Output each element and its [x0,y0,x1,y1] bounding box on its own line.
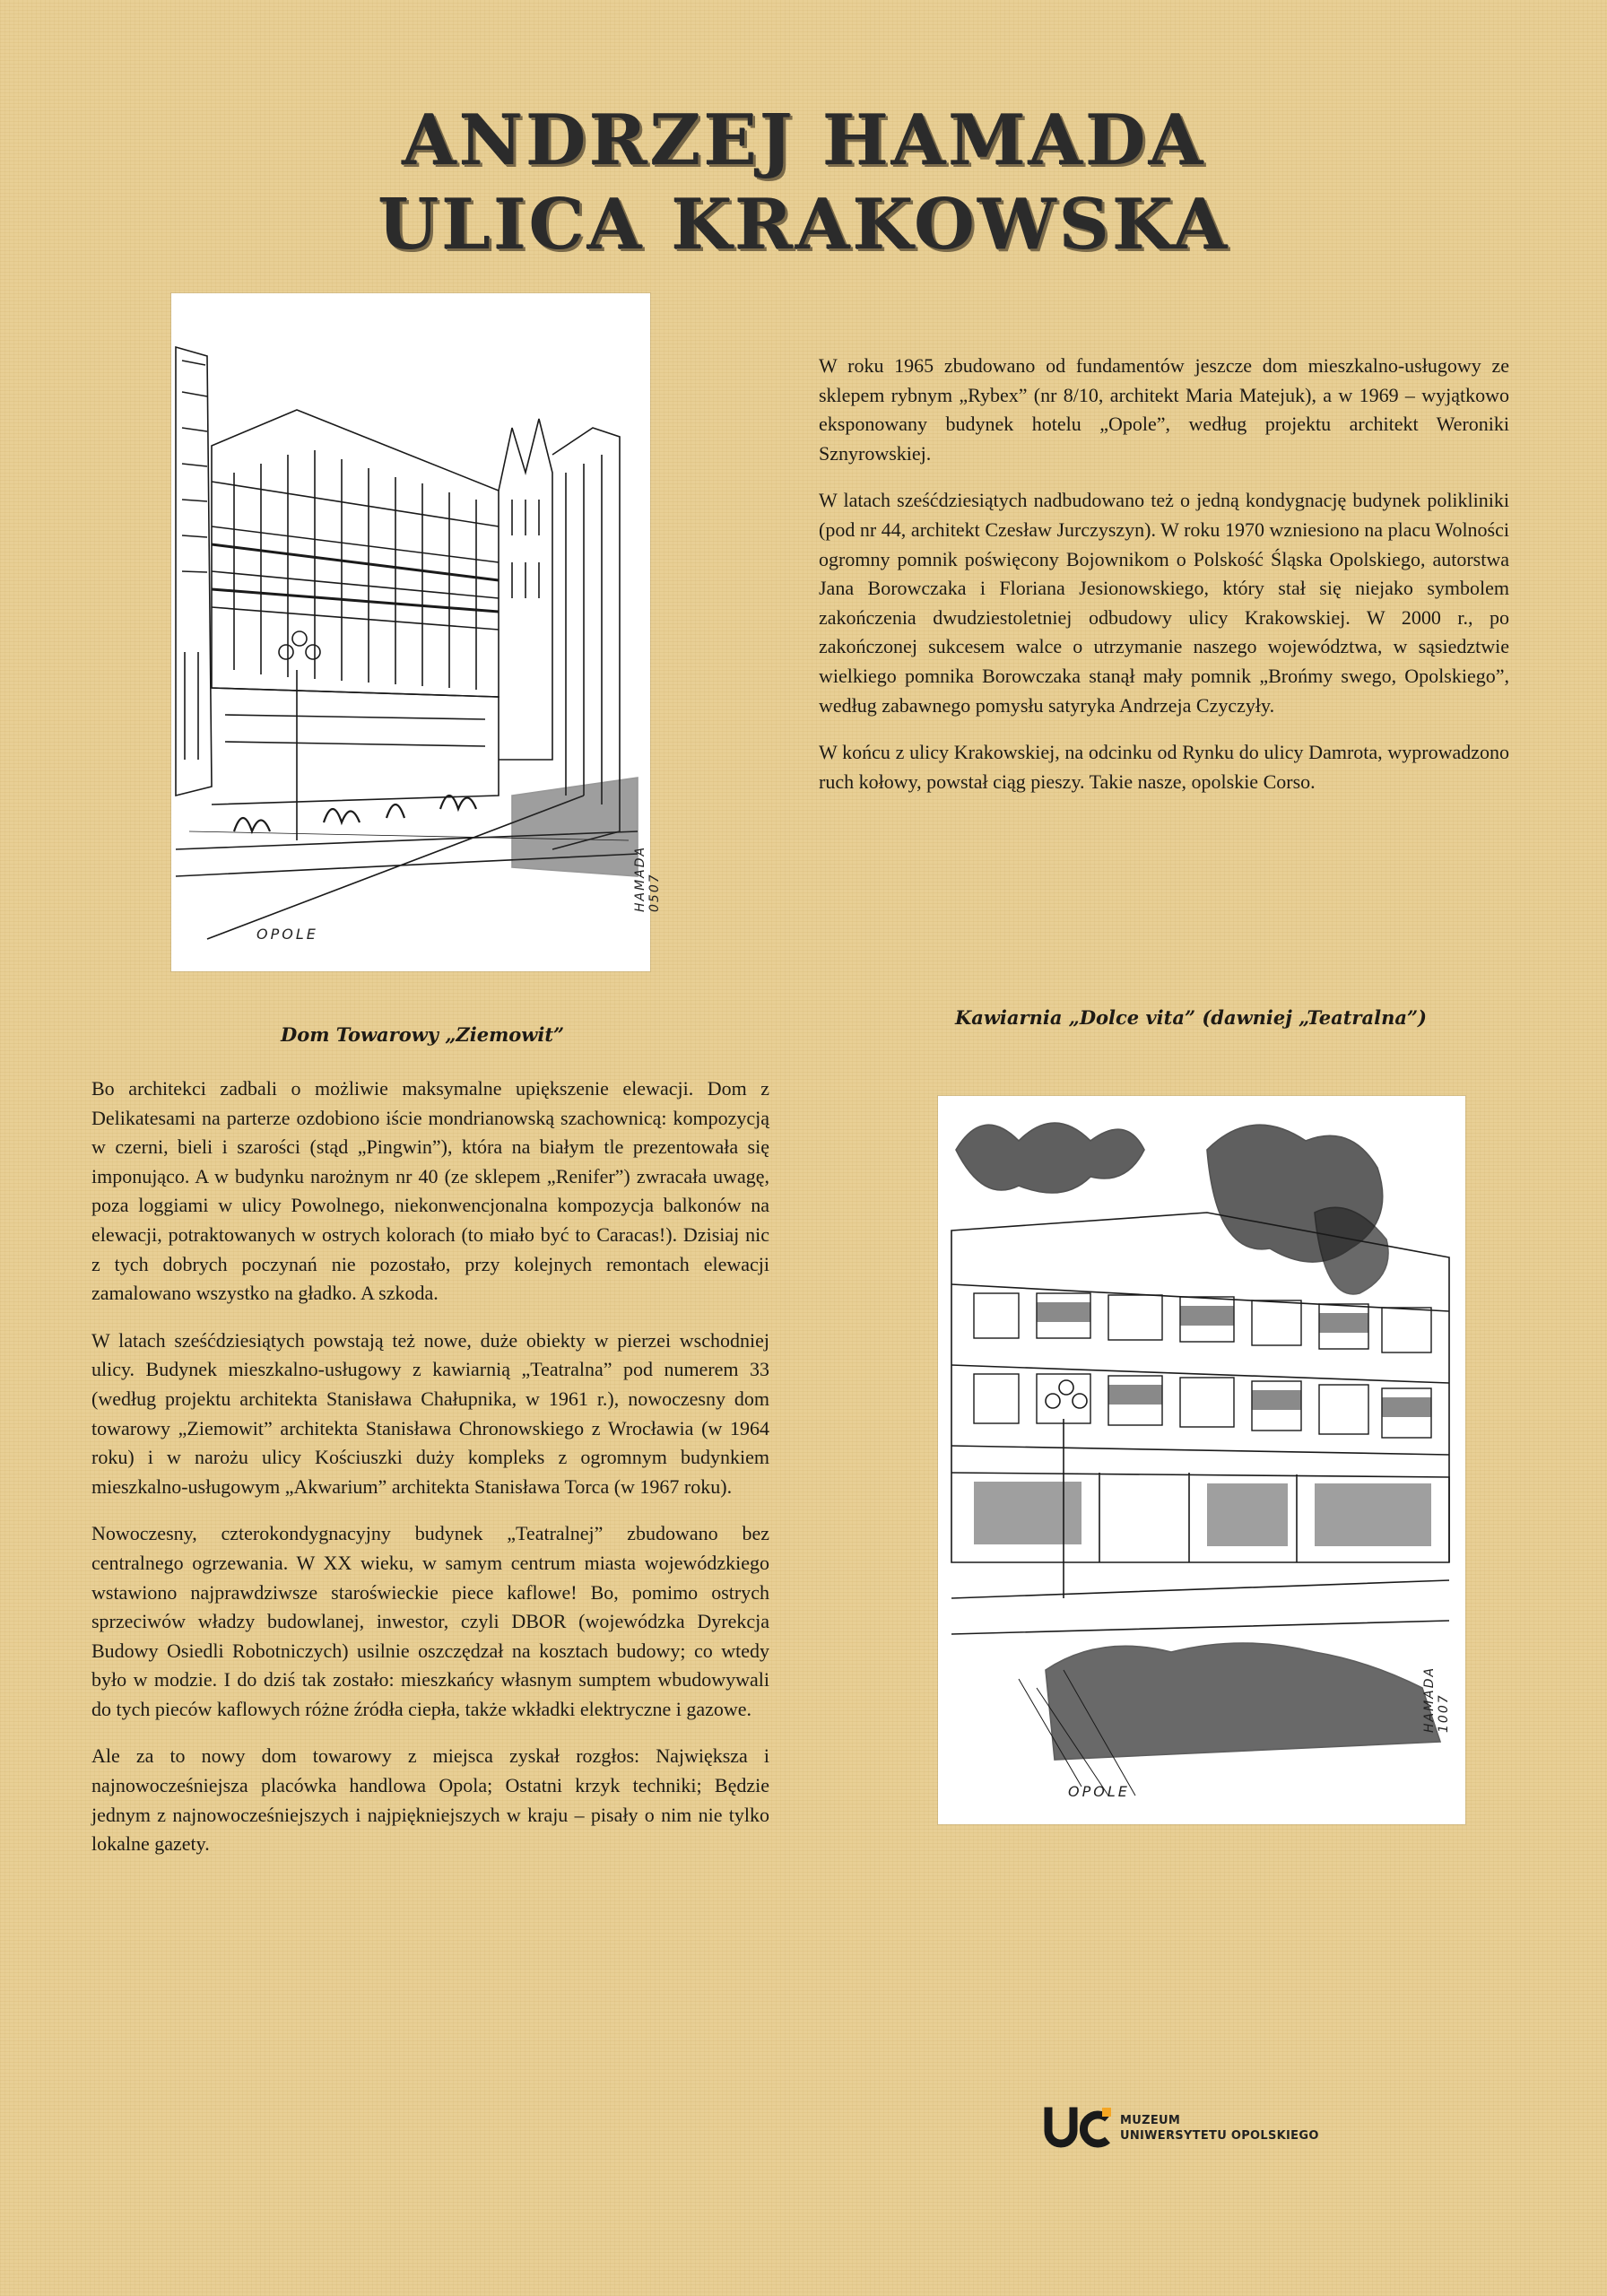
sketch-label: OPOLE [256,926,318,943]
caption-dolce-vita: Kawiarnia „Dolce vita” (dawniej „Teatralna”) [955,1006,1427,1029]
paragraph: W końcu z ulicy Krakowskiej, na odcinku od Rynku do ulicy Damrota, wyprowadzono ruch kołowy, powstał ciąg pieszy. Takie nasze, opolskie Corso. [819,741,1509,793]
logo-text [1120,2113,1319,2144]
title-author: ANDRZEJ HAMADA [402,100,1205,181]
left-text-block [91,1074,769,1877]
caption-ziemowit: Dom Towarowy „Ziemowit” [281,1023,565,1046]
sketch-ziemowit-image [171,293,662,971]
sketch-dolce-vita-image [938,1096,1465,1824]
paragraph: W latach sześćdziesiątych powstają też nowe, duże obiekty w pierzei wschodniej ulicy. Budynek mieszkalno-usługowy z kawiarnią „Teatralna” pod numerem 33 (według projektu architekta Stanisława Chałupnika, w 1961 r.), nowoczesny dom towarowy „Ziemowit” architekta Stanisława Chronowskiego z Wrocławia (w 1964 roku) i w narożu ulicy Kościuszki duży kompleks z ogromnym budynkiem mieszkalno-usługowym „Akwarium” architekta Stanisława Torca (w 1967 roku). [91,1328,769,1498]
logo-line2: UNIWERSYTETU OPOLSKIEGO [1120,2129,1319,2143]
museum-logo [1043,2106,1319,2151]
right-text-block [819,352,1509,814]
paragraph: Ale za to nowy dom towarowy z miejsca zyskał rozgłos: Największa i najnowocześniejsza placówka handlowa Opola; Ostatni krzyk techniki; Będzie jednym z najnowocześniejszych i najpiękniejszych w kraju – pisały o nim nie tylko lokalne gazety. [91,1744,769,1856]
sketch-label: OPOLE [1068,1783,1130,1800]
sketch-signature: HAMADA 0507 [633,845,662,912]
logo-line1: MUZEUM [1120,2114,1181,2127]
uc-logo-icon [1043,2106,1113,2151]
paragraph: W latach sześćdziesiątych nadbudowano też o jedną kondygnację budynek polikliniki (pod nr 44, architekt Czesław Jurczyszyn). W roku 1970 wzniesiono na placu Wolności ogromny pomnik poświęcony Bojownikom o Polskość Śląska Opolskiego, autorstwa Jana Borowczaka i Floriana Jesionowskiego, który stał się niejako symbolem zakończenia dwudziestoletniej odbudowy ulicy Krakowskiej. W 2000 r., po zakończonej sukcesem walce o utrzymanie naszego województwa, w sąsiedztwie wielkiego pomnika Borowczaka stanął mały pomnik „Brońmy swego, Opolskiego”, według zabawnego pomysłu satyryka Andrzeja Czyczyły. [819,489,1509,717]
sketch-signature: HAMADA 1007 [1422,1665,1451,1733]
paragraph: W roku 1965 zbudowano od fundamentów jeszcze dom mieszkalno-usługowy ze sklepem rybnym „Rybex” (nr 8/10, architekt Maria Matejuk), a w 1969 – wyjątkowo eksponowany budynek hotelu „Opole”, według projektu architekt Weroniki Sznyrowskiej. [819,354,1509,465]
paragraph: Bo architekci zadbali o możliwie maksymalne upiększenie elewacji. Dom z Delikatesami na parterze ozdobiono iście mondrianowską szachownicą: kompozycją w czerni, bieli i szarości (stąd „Pingwin”), która na białym tle prezentowała się imponująco. A w budynku narożnym nr 40 (ze sklepem „Renifer”) zwracała uwagę, poza loggiami w ulicy Powolnego, niekonwencjonalna kompozycja balkonów na elewacji, potraktowanych w ostrych kolorach (to miało być to Caracas!). Dzisiaj nic z tych dobrych poczynań nie pozostało, przy kolejnych remontach elewacji zamalowano wszystko na gładko. A szkoda. [91,1077,769,1305]
paragraph: Nowoczesny, czterokondygnacyjny budynek „Teatralnej” zbudowano bez centralnego ogrzewania. W XX wieku, w samym centrum miasta wojewódzkiego wstawiono najprawdziwsze staroświeckie piece kaflowe! Bo, pomimo ostrych sprzeciwów władzy budowlanej, inwestor, czyli DBOR (wojewódzka Dyrekcja Budowy Osiedli Robotniczych) usilnie oszczędzał na kosztach budowy; co wtedy było w modzie. I do dziś tak zostało: mieszkańcy własnym sumptem wbudowywali do tych pieców kaflowych różne źródła ciepła, także wkładki elektryczne i gazowe. [91,1522,769,1720]
title-street: ULICA KRAKOWSKA [378,184,1229,265]
